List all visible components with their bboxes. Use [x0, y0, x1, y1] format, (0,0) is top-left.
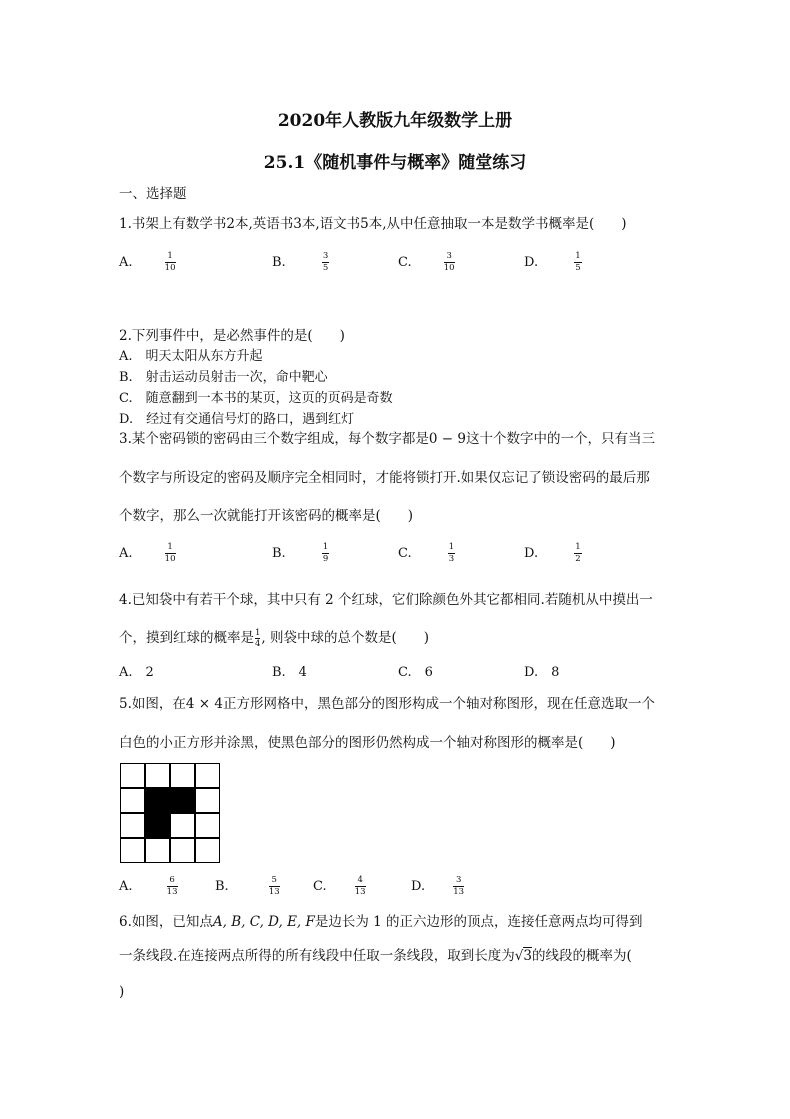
fraction-numerator: 1 — [322, 542, 329, 552]
fraction — [574, 543, 581, 564]
q1-option-b — [272, 252, 329, 273]
q2-option-a: A. 明天太阳从东方升起 — [119, 349, 263, 364]
grid-cell-white — [146, 764, 170, 788]
fraction-numerator: 3 — [455, 875, 462, 885]
question-6-line-3: ) — [119, 984, 125, 1000]
q4-option-b: B. 4 — [272, 665, 307, 680]
grid-cell-black — [171, 789, 195, 813]
question-1-text: 1.书架上有数学书2本,英语书3本,语文书5本,从中任意抽取一本是数学书概率是( ) — [119, 216, 627, 232]
fraction-numerator: 1 — [167, 251, 173, 261]
q3-option-d — [524, 543, 582, 564]
option-label: D. — [524, 255, 539, 270]
q3-option-b — [272, 543, 329, 564]
fraction-denominator: 4 — [255, 638, 261, 649]
fraction-denominator: 10 — [164, 263, 176, 273]
q2-option-d: D. 经过有交通信号灯的路口，遇到红灯 — [119, 412, 355, 427]
grid-cell-black — [146, 814, 170, 838]
fraction — [574, 252, 581, 273]
grid-figure — [120, 763, 220, 863]
fraction-numerator: 3 — [446, 251, 452, 261]
section-heading: 一、选择题 — [119, 186, 187, 202]
fraction-denominator: 13 — [268, 887, 280, 897]
q2-option-c: C. 随意翻到一本书的某页，这页的页码是奇数 — [119, 391, 393, 406]
grid-cell-white — [171, 814, 195, 838]
fraction-numerator: 1 — [255, 627, 261, 638]
fraction-denominator: 13 — [166, 887, 178, 897]
q6-points: A, B, C, D, E, F — [212, 914, 315, 930]
q6-line2-pre: 一条线段.在连接两点所得的所有线段中任取一条线段，取到长度为 — [119, 948, 515, 964]
question-6-line-2 — [119, 944, 632, 964]
q6-text-pre: 6.如图，已知点 — [119, 914, 213, 930]
fraction-denominator: 13 — [354, 887, 366, 897]
fraction-numerator: 4 — [357, 875, 363, 885]
page-subtitle: 25.1《随机事件与概率》随堂练习 — [263, 153, 527, 173]
grid-cell-white — [196, 764, 220, 788]
question-5-line-2: 白色的小正方形并涂黑，使黑色部分的图形仍然构成一个轴对称图形的概率是( ) — [119, 735, 616, 751]
option-label: D. — [411, 879, 426, 894]
fraction — [444, 252, 455, 273]
fraction — [448, 543, 455, 564]
fraction — [322, 252, 329, 273]
question-4-line-1: 4.已知袋中有若干个球，其中只有 2 个红球，它们除颜色外其它都相同.若随机从中摸出一 — [119, 592, 653, 608]
q1-option-c — [398, 252, 455, 273]
q6-text-post: 是边长为 1 的正六边形的顶点，连接任意两点均可得到 — [314, 914, 643, 930]
fraction-denominator: 5 — [575, 263, 581, 273]
fraction-denominator: 3 — [448, 554, 455, 564]
grid-cell-white — [196, 789, 220, 813]
question-5-line-1: 5.如图，在4 × 4正方形网格中，黑色部分的图形构成一个轴对称图形，现在任意选取一个 — [119, 696, 655, 712]
option-label: B. — [215, 879, 229, 894]
q4-option-a: A. 2 — [119, 665, 154, 680]
fraction-denominator: 2 — [575, 554, 581, 564]
q2-option-b: B. 射击运动员射击一次，命中靶心 — [119, 370, 328, 385]
q3-option-c — [398, 543, 455, 564]
page-title: 2020年人教版九年级数学上册 — [277, 111, 513, 131]
inline-fraction — [255, 629, 260, 649]
fraction — [453, 876, 464, 897]
q4-text-pre: 个，摸到红球的概率是 — [119, 630, 254, 646]
sqrt-radicand: 3 — [523, 948, 532, 964]
fraction-numerator: 1 — [448, 542, 455, 552]
fraction — [165, 543, 176, 564]
grid-svg — [120, 763, 220, 863]
question-2-text: 2.下列事件中，是必然事件的是( ) — [119, 328, 345, 344]
question-6-line-1 — [119, 910, 643, 930]
fraction-numerator: 1 — [575, 251, 581, 261]
q5-option-a — [119, 876, 178, 897]
fraction-denominator: 10 — [164, 554, 176, 564]
option-label: A. — [119, 879, 133, 894]
q5-option-c — [313, 876, 366, 897]
fraction-denominator: 10 — [443, 263, 455, 273]
option-label: A. — [119, 546, 133, 561]
grid-cell-white — [121, 789, 145, 813]
q4-text-post: , 则袋中球的总个数是( ) — [261, 630, 430, 646]
q4-option-d: D. 8 — [524, 665, 560, 680]
grid-cell-white — [121, 764, 145, 788]
sqrt-symbol: √ — [514, 948, 524, 964]
fraction-numerator: 1 — [575, 542, 581, 552]
question-3-line-1: 3.某个密码锁的密码由三个数字组成，每个数字都是0 − 9这十个数字中的一个，只有当三 — [119, 431, 655, 447]
q1-option-a — [119, 252, 176, 273]
fraction — [269, 876, 280, 897]
question-4-line-2 — [119, 626, 429, 649]
fraction-numerator: 1 — [167, 542, 173, 552]
option-label: C. — [398, 546, 412, 561]
fraction — [355, 876, 366, 897]
fraction-denominator: 5 — [322, 263, 329, 273]
grid-cell-white — [146, 839, 170, 863]
question-3-line-3: 个数字，那么一次就能打开该密码的概率是( ) — [119, 508, 414, 524]
grid-cell-white — [196, 814, 220, 838]
fraction-denominator: 9 — [322, 554, 329, 564]
q4-option-c: C. 6 — [398, 665, 433, 680]
grid-cell-white — [196, 839, 220, 863]
fraction — [322, 543, 329, 564]
option-label: B. — [272, 255, 286, 270]
grid-cell-white — [171, 764, 195, 788]
question-3-line-2: 个数字与所设定的密码及顺序完全相同时，才能将锁打开.如果仅忘记了锁设密码的最后那 — [119, 470, 650, 486]
option-label: A. — [119, 255, 133, 270]
fraction-numerator: 5 — [271, 875, 277, 885]
grid-cell-white — [121, 839, 145, 863]
q5-option-d — [411, 876, 464, 897]
grid-cell-white — [171, 839, 195, 863]
grid-cell-white — [121, 814, 145, 838]
option-label: B. — [272, 546, 286, 561]
option-label: C. — [398, 255, 412, 270]
fraction-numerator: 3 — [322, 251, 329, 261]
fraction-numerator: 6 — [169, 875, 175, 885]
fraction — [165, 252, 176, 273]
q1-option-d — [524, 252, 582, 273]
fraction-denominator: 13 — [453, 887, 465, 897]
q5-option-b — [215, 876, 280, 897]
grid-cell-black — [146, 789, 170, 813]
q6-line2-post: 的线段的概率为( — [532, 948, 632, 964]
fraction — [167, 876, 178, 897]
option-label: C. — [313, 879, 327, 894]
q3-option-a — [119, 543, 176, 564]
option-label: D. — [524, 546, 539, 561]
